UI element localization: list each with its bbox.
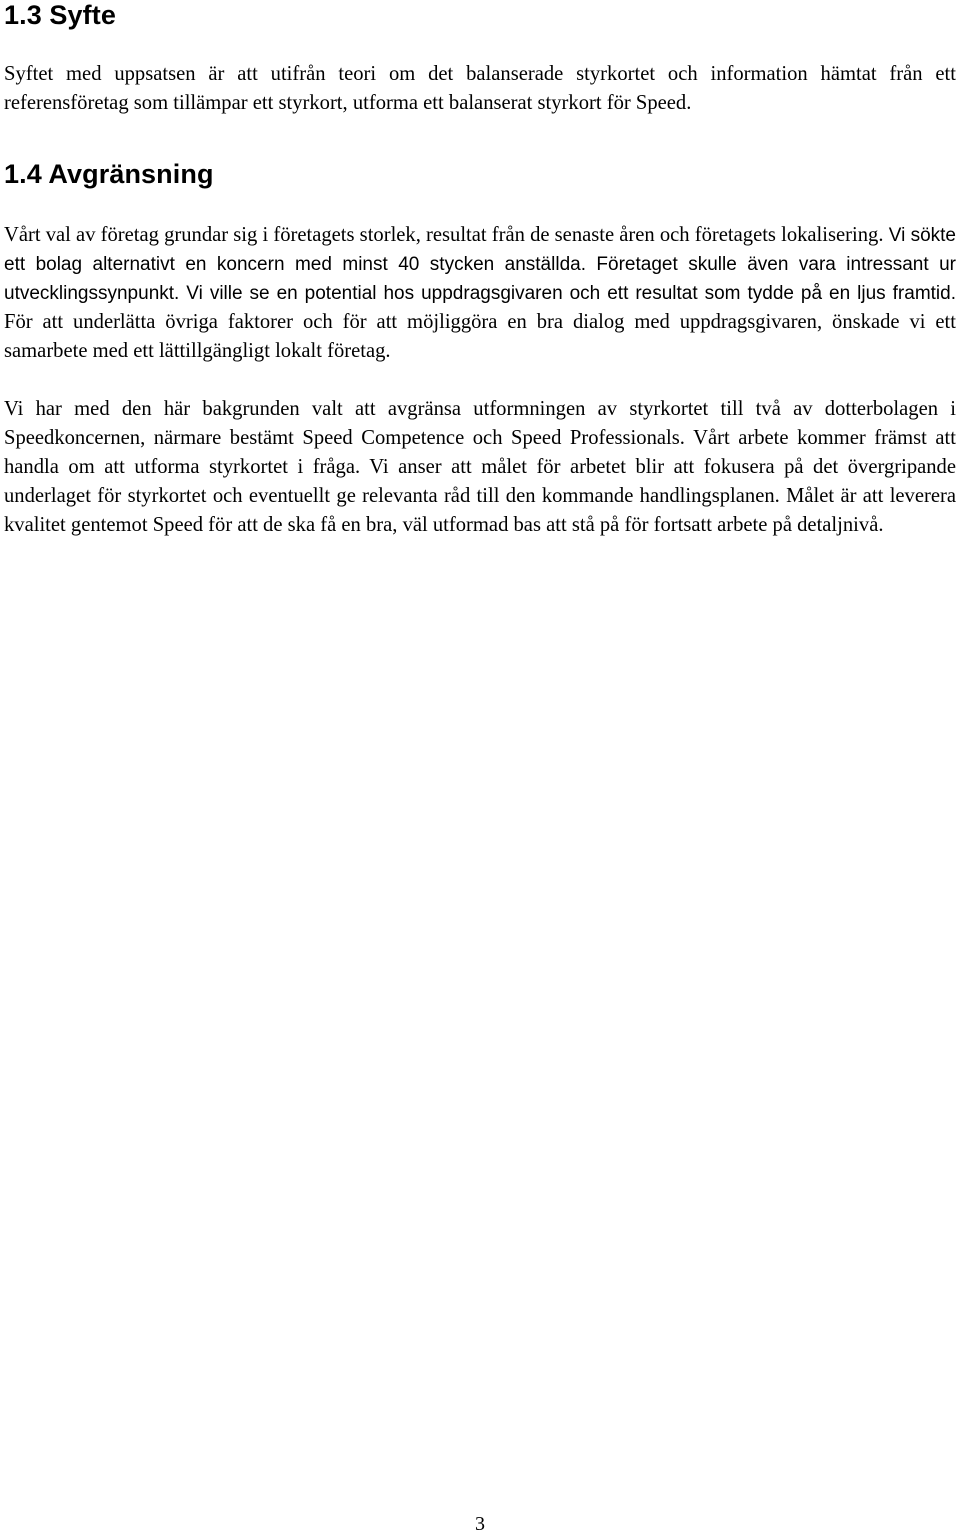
paragraph-avgransning-1-part2: Vi sökte ett bolag alternativt en koncern med minst 40 stycken anställda. Företaget skulle även vara intressant ur utvecklingssynpunkt. Vi ville se en potential hos uppdragsgivaren och ett resultat som tydde på en ljus framtid. — [4, 225, 956, 304]
section-heading-avgransning: 1.4 Avgränsning — [4, 159, 214, 189]
section-heading-syfte: 1.3 Syfte — [4, 0, 116, 30]
paragraph-avgransning-1-part3: För att underlätta övriga faktorer och för att möjliggöra en bra dialog med uppdragsgivaren, önskade vi ett samarbete med ett lättillgängligt lokalt företag. — [4, 311, 956, 362]
paragraph-avgransning-1-part1: Vårt val av företag grundar sig i företagets storlek, resultat från de senaste åren och företagets lokalisering. — [4, 224, 884, 246]
paragraph-avgransning-1 — [4, 221, 956, 366]
document-page — [4, 0, 956, 540]
paragraph-syfte: Syftet med uppsatsen är att utifrån teori om det balanserade styrkortet och information hämtat från ett referensföretag som tillämpar ett styrkort, utforma ett balanserat styrkort för Speed. — [4, 63, 956, 114]
paragraph-avgransning-2: Vi har med den här bakgrunden valt att avgränsa utformningen av styrkortet till två av dotterbolagen i Speedkoncernen, närmare bestämt Speed Competence och Speed Professionals. Vårt arbete kommer främst att handla om att utforma styrkortet i fråga. Vi anser att målet för arbetet blir att fokusera på det övergripande underlaget för styrkortet och eventuellt ge relevanta råd till den kommande handlingsplanen. Målet är att leverera kvalitet gentemot Speed för att de ska få en bra, väl utformad bas att stå på för fortsatt arbete på detaljnivå. — [4, 398, 956, 536]
page-number: 3 — [475, 1513, 485, 1535]
